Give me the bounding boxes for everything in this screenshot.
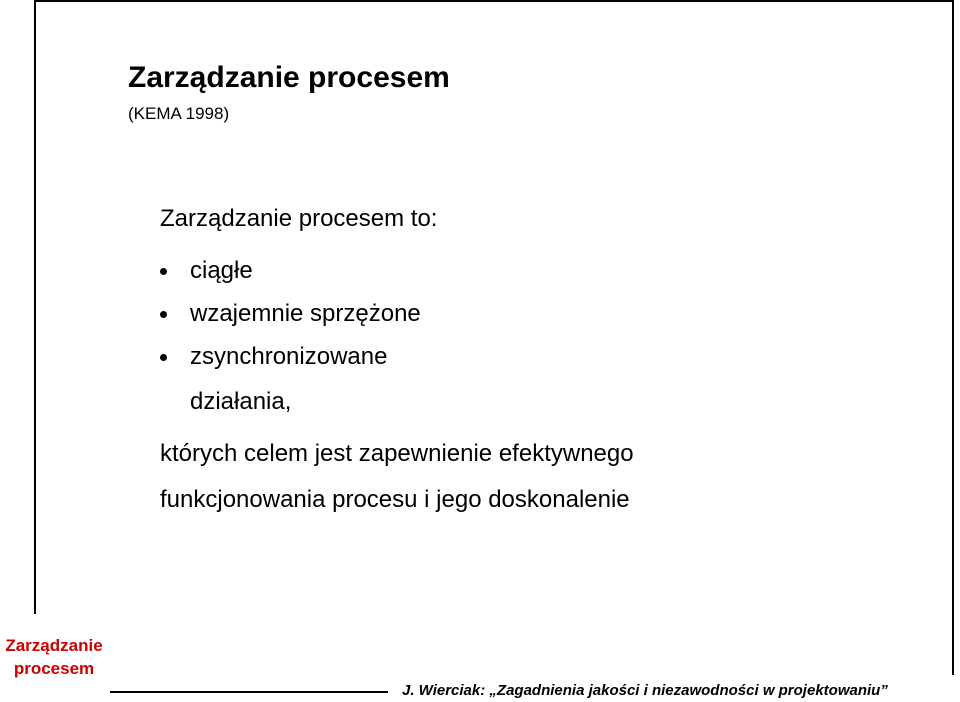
slide-subtitle: (KEMA 1998) [128, 104, 230, 123]
slide-frame-left-border [34, 0, 36, 614]
slide-title: Zarządzanie procesem [128, 61, 450, 94]
bullet-text: ciągłe [190, 257, 253, 284]
footer-topic-line-2: procesem [13, 659, 95, 678]
bullet-icon [160, 354, 167, 361]
footer-divider [110, 691, 388, 693]
slide-frame-right-border [952, 0, 954, 675]
list-item [160, 299, 421, 342]
bullet-list [160, 256, 421, 385]
slide-frame-top-border [34, 0, 954, 2]
bullet-text: wzajemnie sprzężone [190, 300, 421, 327]
purpose-line-2: funkcjonowania procesu i jego doskonalenie [160, 486, 630, 513]
actions-text: działania, [190, 388, 292, 415]
footer-author-credit: J. Wierciak: „Zagadnienia jakości i niezawodności w projektowaniu” [402, 682, 888, 699]
bullet-text: zsynchronizowane [190, 343, 388, 370]
list-item [160, 342, 421, 385]
bullet-icon [160, 268, 167, 275]
intro-text: Zarządzanie procesem to: [160, 205, 438, 232]
footer-topic-line-1: Zarządzanie [5, 636, 103, 655]
purpose-line-1: których celem jest zapewnienie efektywnego [160, 440, 634, 467]
list-item [160, 256, 421, 299]
bullet-icon [160, 311, 167, 318]
footer-topic [4, 634, 104, 680]
